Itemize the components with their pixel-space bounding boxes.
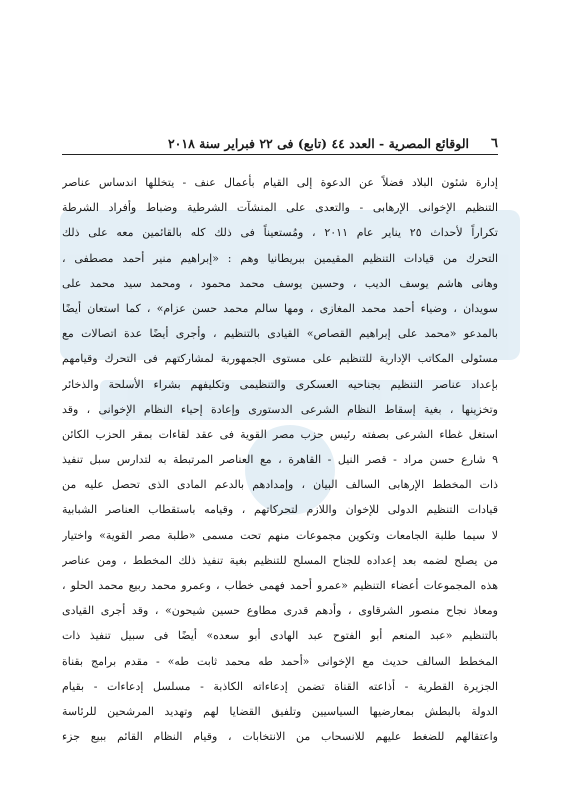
text-line: المخطط السالف حديث مع الإخوانى «أحمد طه محمد ثابت طه» - مقدم برامج بقناة: [62, 654, 498, 668]
text-line: التنظيم الإخوانى الإرهابى - والتعدى على المنشآت الشرطية وضباط وأفراد الشرطة: [62, 201, 498, 215]
text-line: الجزيرة القطرية - أذاعته القناة تضمن إدعاءاته الكاذبة - مسلسل إدعاءات - بقيام: [62, 679, 498, 693]
body-text: [62, 170, 498, 749]
text-line: بالمدعو «محمد على إبراهيم القصاص» القيادى بالتنظيم ، وأجرى أيضًا عدة اتصالات مع: [62, 327, 498, 341]
issue-title: الوقائع المصرية - العدد ٤٤ (تابع) فى ٢٢ فبراير سنة ٢٠١٨: [167, 136, 470, 151]
text-line: سويدان ، وضياء أحمد محمد المغازى ، ومها سالم محمد حسن عزام» ، كما استعان أيضًا: [62, 301, 498, 315]
gazette-page: [62, 0, 498, 800]
page-header: [62, 128, 498, 155]
text-line: استغل غطاء الشرعى بصفته رئيس حزب مصر القوية فى عقد لقاءات بمقر الحزب الكائن: [62, 427, 498, 441]
text-line: من يصلح لضمه بعد إعداده للجناح المسلح للتنظيم بغية تنفيذ ذلك المخطط ، ومن عناصر: [62, 553, 498, 567]
text-line: التحرك من قيادات التنظيم المقيمين ببريطانيا وهم : «إبراهيم منير أحمد مصطفى ،: [62, 251, 498, 265]
text-line: ذات المخطط الإرهابى السالف البيان ، وإمدادهم بالدعم المادى الذى تحصل عليه من: [62, 478, 498, 492]
text-line: ٩ شارع حسن مراد - قصر النيل - القاهرة ، مع العناصر المرتبطة به لتدارس سبل تنفيذ: [62, 453, 498, 467]
text-line: بالتنظيم «عبد المنعم أبو الفتوح عبد الهادى أبو سعده» أيضًا فى سبيل تنفيذ ذات: [62, 629, 498, 643]
text-line: وهانى هاشم يوسف الديب ، وحسين يوسف محمد محمود ، ومحمد سيد محمد على: [62, 276, 498, 290]
text-line: الدولة بالبطش بمعارضيها السياسيين وتلفيق القضايا لهم وتهديد المرشحين للرئاسة: [62, 704, 498, 718]
text-line: هذه المجموعات أعضاء التنظيم «عمرو أحمد فهمى خطاب ، وعمرو محمد ربيع محمد الحلو ،: [62, 579, 498, 592]
text-line: مسئولى المكاتب الإدارية للتنظيم على مستوى الجمهورية لمشاركتهم فى التحرك وقيامهم: [62, 352, 498, 366]
text-line: بإعداد عناصر التنظيم بجناحيه العسكرى والتنظيمى وتكليفهم بشراء الأسلحة والذخائر: [62, 377, 498, 391]
text-line: ومعاذ نجاح منصور الشرقاوى ، وأدهم قدرى مطاوع حسين شيحون» ، وقد أجرى القيادى: [62, 604, 498, 618]
page-number: ٦: [491, 136, 498, 151]
text-line: قيادات التنظيم الدولى للإخوان واللازم لتحركاتهم ، وقيامه باستقطاب العناصر الشبابية: [62, 503, 498, 517]
text-line: وتخزينها ، بغية إسقاط النظام الشرعى الدستورى وإعادة إحياء النظام الإخوانى ، وقد: [62, 402, 498, 416]
text-line: إدارة شئون البلاد فضلاً عن الدعوة إلى القيام بأعمال عنف - يتخللها اندساس عناصر: [62, 176, 498, 189]
text-line: واعتقالهم للضغط عليهم للانسحاب من الانتخابات ، وقيام النظام القائم ببيع جزء: [62, 730, 498, 744]
text-line: لا سيما طلبة الجامعات وتكوين مجموعات منهم تحت مسمى «طلبة مصر القوية» واختيار: [62, 528, 498, 542]
text-line: تكراراً لأحداث ٢٥ يناير عام ٢٠١١ ، ومُستعيناً فى ذلك كله بالقائمين معه على ذلك: [62, 226, 498, 240]
